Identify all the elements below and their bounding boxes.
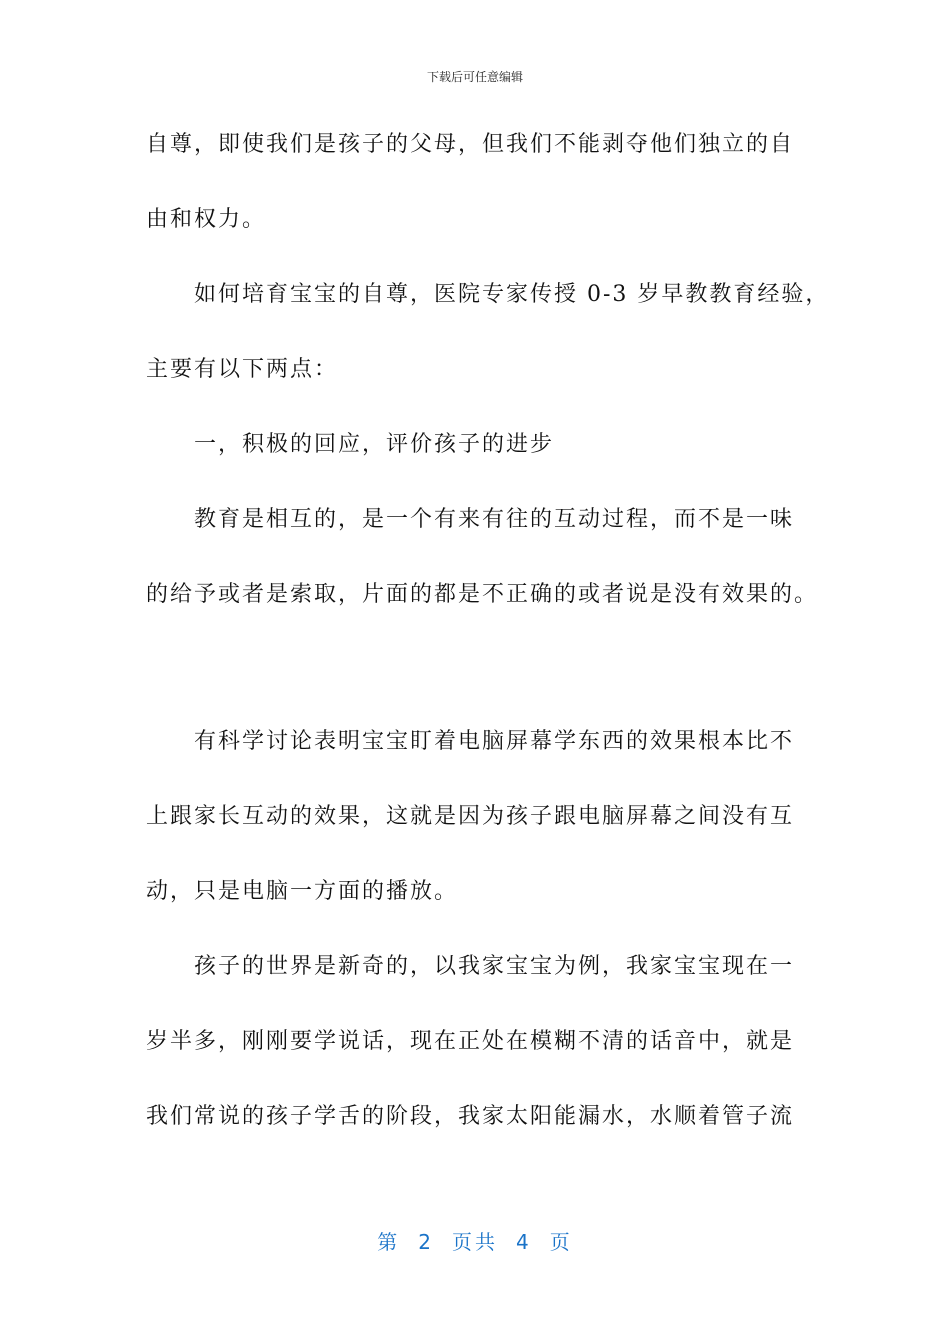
text-line-8: 有科学讨论表明宝宝盯着电脑屏幕学东西的效果根本比不 [146, 729, 795, 754]
footer-suffix: 页 [549, 1230, 573, 1254]
text-line-13: 我们常说的孩子学舌的阶段，我家太阳能漏水，水顺着管子流 [146, 1104, 795, 1129]
footer-middle: 页共 [452, 1230, 498, 1254]
footer-prefix: 第 [377, 1230, 401, 1254]
page-header: 下载后可任意编辑 [426, 70, 523, 84]
text-line-1: 自尊，即使我们是孩子的父母，但我们不能剥夺他们独立的自 [146, 132, 795, 157]
text-line-7: 的给予或者是索取，片面的都是不正确的或者说是没有效果的。 [146, 582, 819, 607]
text-line-10: 动，只是电脑一方面的播放。 [146, 879, 459, 904]
text-line-3: 如何培育宝宝的自尊，医院专家传授 0-3 岁早教教育经验， [146, 282, 830, 307]
text-line-9: 上跟家长互动的效果，这就是因为孩子跟电脑屏幕之间没有互 [146, 804, 795, 829]
text-line-6: 教育是相互的，是一个有来有往的互动过程，而不是一味 [146, 507, 795, 532]
footer-total-pages: 4 [516, 1230, 532, 1254]
text-line-11: 孩子的世界是新奇的，以我家宝宝为例，我家宝宝现在一 [146, 954, 795, 979]
text-line-5: 一，积极的回应，评价孩子的进步 [146, 432, 555, 457]
page-footer [0, 1226, 950, 1255]
text-line-2: 由和权力。 [146, 207, 267, 232]
text-line-4: 主要有以下两点： [146, 357, 339, 382]
text-line-12: 岁半多，刚刚要学说话，现在正处在模糊不清的话音中，就是 [146, 1029, 795, 1054]
footer-current-page: 2 [418, 1230, 434, 1254]
